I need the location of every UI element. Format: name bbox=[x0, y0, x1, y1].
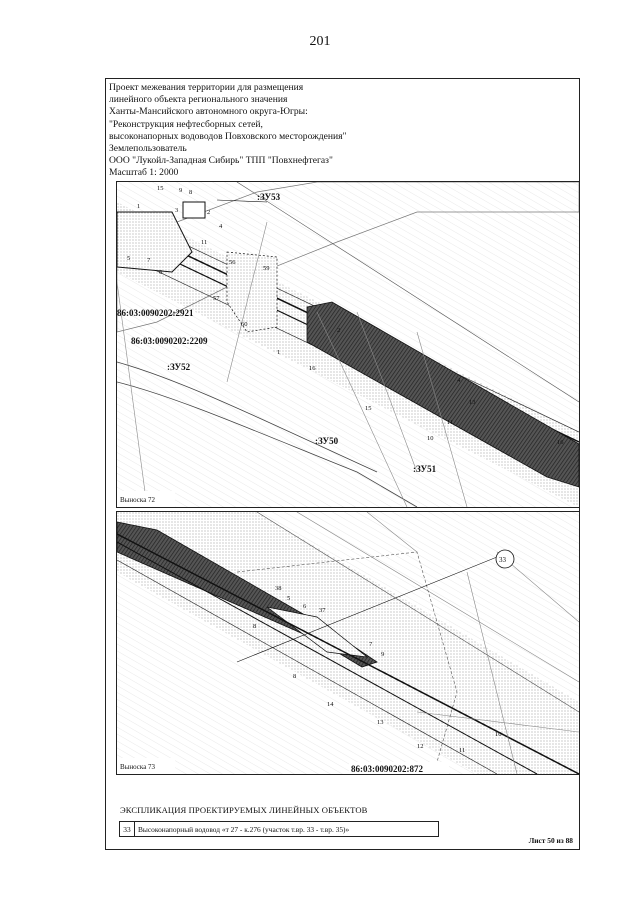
point-label: 56 bbox=[229, 259, 236, 266]
callout-caption-73: Выноска 73 bbox=[120, 763, 156, 771]
point-label: 15 bbox=[157, 185, 164, 192]
map-callout-73 bbox=[116, 511, 580, 775]
legend-row-text: Высоконапорный водовод «т 27 - к.276 (участок т.вр. 33 - т.вр. 35)» bbox=[138, 824, 350, 834]
point-label: 5 bbox=[127, 255, 131, 262]
map-callout-72 bbox=[116, 181, 580, 508]
point-label: 8 bbox=[293, 673, 297, 680]
callout-caption-72: Выноска 72 bbox=[120, 496, 156, 504]
point-label: 9 bbox=[381, 651, 385, 658]
drawing-sheet bbox=[105, 78, 580, 850]
point-label: 6 bbox=[159, 269, 163, 276]
label-zu51: :ЗУ51 bbox=[413, 464, 437, 474]
point-label: 2 bbox=[207, 209, 211, 216]
legend-title: ЭКСПЛИКАЦИЯ ПРОЕКТИРУЕМЫХ ЛИНЕЙНЫХ ОБЪЕКТОВ bbox=[120, 805, 368, 815]
title-line-5: высоконапорных водоводов Повховского месторождения" bbox=[109, 130, 347, 142]
point-label: 5 bbox=[287, 595, 291, 602]
legend-row-number: 33 bbox=[120, 822, 135, 836]
point-label: 37 bbox=[319, 607, 326, 614]
point-label: 59 bbox=[263, 265, 270, 272]
point-label: 13 bbox=[377, 719, 384, 726]
legend-table bbox=[119, 821, 439, 837]
label-zu52: :ЗУ52 bbox=[167, 362, 191, 372]
point-label: 12 bbox=[417, 743, 424, 750]
title-block bbox=[109, 82, 347, 180]
callout-33: 33 bbox=[499, 556, 506, 564]
page-number: 201 bbox=[309, 34, 331, 49]
point-label: 4 bbox=[457, 377, 461, 384]
title-line-2: линейного объекта регионального значения bbox=[109, 94, 288, 106]
point-label: 11 bbox=[447, 419, 454, 426]
label-zu53: :ЗУ53 bbox=[257, 192, 281, 202]
point-label: 15 bbox=[365, 405, 372, 412]
point-label: 38 bbox=[275, 585, 282, 592]
point-label: 9 bbox=[179, 187, 183, 194]
point-label: 16 bbox=[309, 365, 316, 372]
label-zu50: :ЗУ50 bbox=[315, 436, 339, 446]
title-line-1: Проект межевания территории для размещения bbox=[109, 82, 304, 93]
label-cad-872: 86:03:0090202:872 bbox=[351, 764, 423, 774]
label-cad-2209: 86:03:0090202:2209 bbox=[131, 336, 208, 346]
title-line-4: "Реконструкция нефтесборных сетей, bbox=[109, 118, 263, 130]
point-label: 1 bbox=[277, 349, 281, 356]
point-label: 3 bbox=[175, 207, 179, 214]
point-label: 11 bbox=[459, 747, 466, 754]
sheet-counter: Лист 50 из 88 bbox=[528, 836, 573, 845]
title-line-3: Ханты-Мансийского автономного округа-Югры: bbox=[109, 106, 308, 118]
scale-line: Масштаб 1: 2000 bbox=[109, 167, 179, 179]
title-line-6: Землепользователь bbox=[109, 143, 187, 155]
point-label: 7 bbox=[147, 257, 151, 264]
point-label: 7 bbox=[369, 641, 373, 648]
label-cad-2921: 86:03:0090202:2921 bbox=[117, 308, 194, 318]
point-label: 10 bbox=[427, 435, 434, 442]
point-label: 16 bbox=[557, 439, 564, 446]
point-label: 57 bbox=[213, 295, 220, 302]
point-label: 60 bbox=[241, 321, 248, 328]
point-label: 1 bbox=[137, 203, 141, 210]
point-label: 11 bbox=[201, 239, 208, 246]
point-label: 10 bbox=[495, 731, 502, 738]
title-line-7: ООО "Лукойл-Западная Сибирь" ТПП "Повхнефтегаз" bbox=[109, 155, 333, 167]
point-label: 6 bbox=[303, 603, 307, 610]
point-label: 2 bbox=[337, 327, 341, 334]
point-label: 8 bbox=[253, 623, 257, 630]
point-label: 8 bbox=[189, 189, 193, 196]
map-72-drawing bbox=[117, 182, 579, 507]
point-label: 4 bbox=[219, 223, 223, 230]
map-73-drawing bbox=[117, 512, 579, 774]
point-label: 14 bbox=[327, 701, 334, 708]
point-label: 13 bbox=[469, 399, 476, 406]
